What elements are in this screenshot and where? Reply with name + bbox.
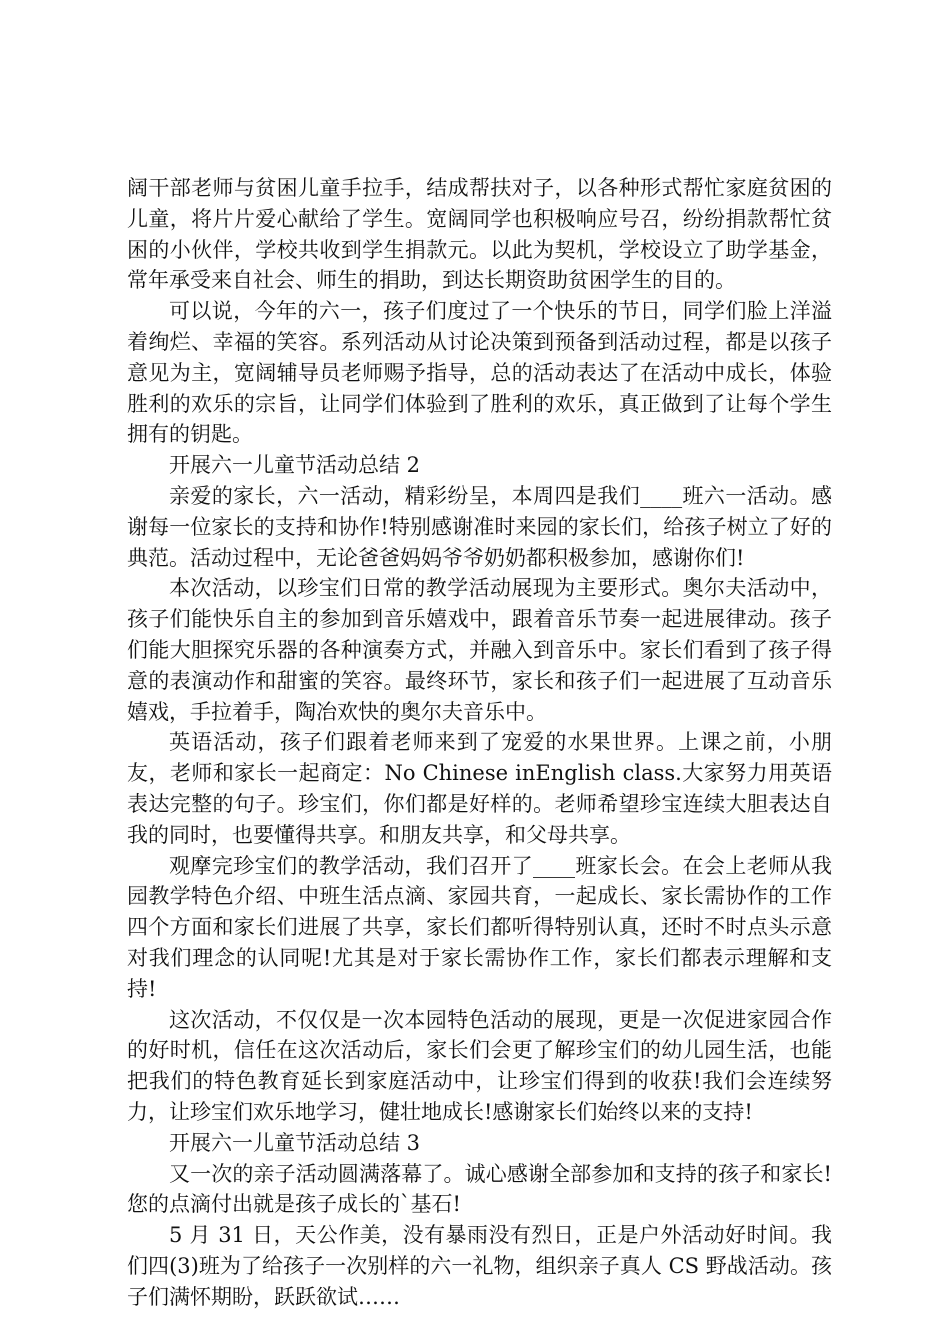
document-body [127, 173, 832, 1312]
section-heading: 开展六一儿童节活动总结 2 [169, 453, 421, 478]
paragraph: 这次活动，不仅仅是一次本园特色活动的展现，更是一次促进家园合作的好时机，信任在这次活动后，家长们会更了解珍宝们的幼儿园生活，也能把我们的特色教育延长到家庭活动中，让珍宝们得到的收获!我们会连续努力，让珍宝们欢乐地学习，健壮地成长!感谢家长们始终以来的支持! [127, 1007, 832, 1124]
paragraph: 又一次的亲子活动圆满落幕了。诚心感谢全部参加和支持的孩子和家长!您的点滴付出就是孩子成长的`基石! [127, 1161, 832, 1217]
paragraph: 观摩完珍宝们的教学活动，我们召开了____班家长会。在会上老师从我园教学特色介绍、中班生活点滴、家园共育，一起成长、家长需协作的工作四个方面和家长们进展了共享，家长们都听得特别认真，还时不时点头示意对我们理念的认同呢!尤其是对于家长需协作工作，家长们都表示理解和支持! [127, 853, 832, 1001]
paragraph: 亲爱的家长，六一活动，精彩纷呈，本周四是我们____班六一活动。感谢每一位家长的支持和协作!特别感谢准时来园的家长们，给孩子树立了好的典范。活动过程中，无论爸爸妈妈爷爷奶奶都积极参加，感谢你们! [127, 483, 832, 570]
paragraph: 本次活动，以珍宝们日常的教学活动展现为主要形式。奥尔夫活动中，孩子们能快乐自主的参加到音乐嬉戏中，跟着音乐节奏一起进展律动。孩子们能大胆探究乐器的各种演奏方式，并融入到音乐中。家长们看到了孩子得意的表演动作和甜蜜的笑容。最终环节，家长和孩子们一起进展了互动音乐嬉戏，手拉着手，陶冶欢快的奥尔夫音乐中。 [127, 576, 832, 724]
section-heading: 开展六一儿童节活动总结 3 [169, 1130, 421, 1155]
paragraph: 英语活动，孩子们跟着老师来到了宠爱的水果世界。上课之前，小朋友，老师和家长一起商定：No Chinese inEnglish class.大家努力用英语表达完整的句子。珍宝们，你们都是好样的。老师希望珍宝连续大胆表达自我的同时，也要懂得共享。和朋友共享，和父母共享。 [127, 730, 832, 847]
paragraph: 阔干部老师与贫困儿童手拉手，结成帮扶对子，以各种形式帮忙家庭贫困的儿童，将片片爱心献给了学生。宽阔同学也积极响应号召，纷纷捐款帮忙贫困的小伙伴，学校共收到学生捐款元。以此为契机，学校设立了助学基金，常年承受来自社会、师生的捐助，到达长期资助贫困学生的目的。 [127, 176, 832, 293]
paragraph: 可以说，今年的六一，孩子们度过了一个快乐的节日，同学们脸上洋溢着绚烂、幸福的笑容。系列活动从讨论决策到预备到活动过程，都是以孩子意见为主，宽阔辅导员老师赐予指导，总的活动表达了在活动中成长，体验胜利的欢乐的宗旨，让同学们体验到了胜利的欢乐，真正做到了让每个学生拥有的钥匙。 [127, 299, 832, 447]
paragraph: 5 月 31 日，天公作美，没有暴雨没有烈日，正是户外活动好时间。我们四(3)班为了给孩子一次别样的六一礼物，组织亲子真人 CS 野战活动。孩子们满怀期盼，跃跃欲试…… [127, 1223, 832, 1309]
